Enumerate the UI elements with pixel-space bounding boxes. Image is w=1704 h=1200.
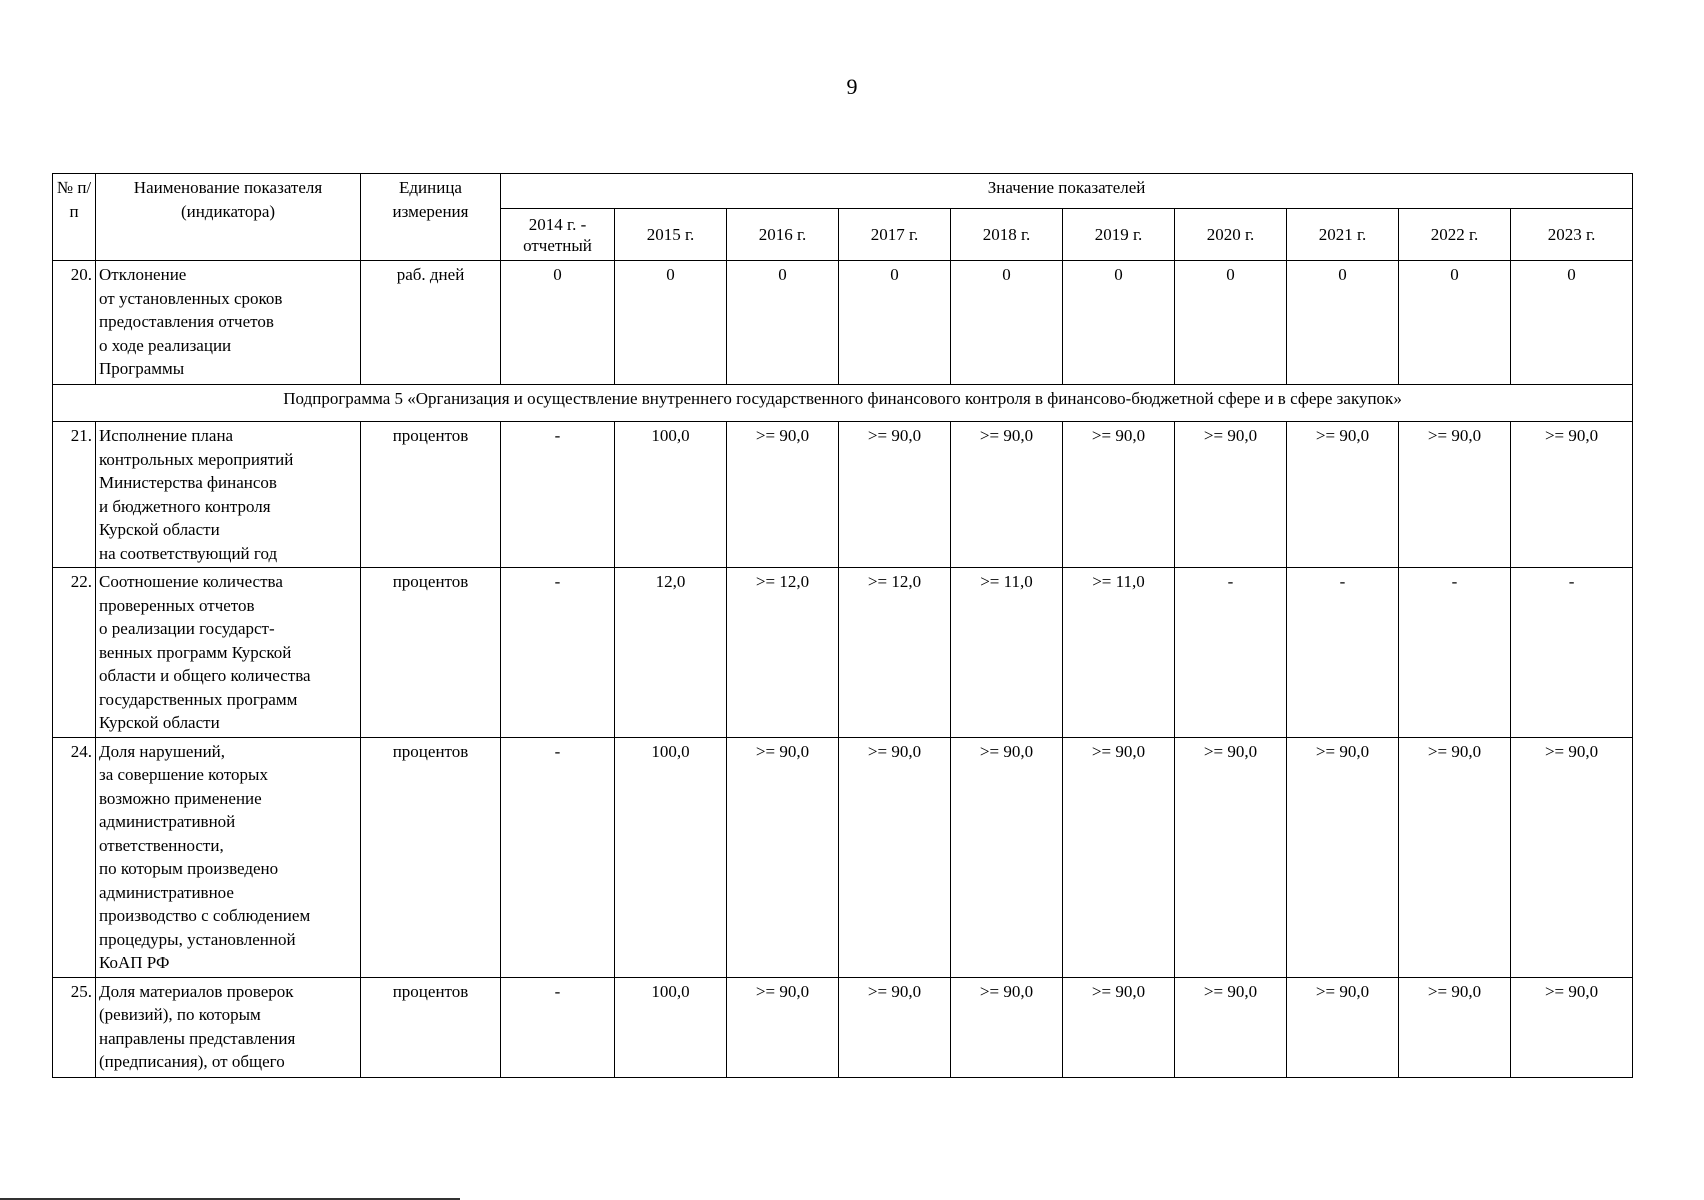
value-cell: >= 90,0 [1063,737,1175,977]
value-cell: 100,0 [615,737,727,977]
header-year: 2015 г. [615,209,727,261]
subprogram-row [53,385,1633,422]
value-cell: >= 90,0 [1511,737,1633,977]
header-num: № п/п [53,174,96,261]
value-cell: 0 [1175,261,1287,385]
unit-cell: процентов [361,568,501,738]
value-cell: >= 90,0 [1287,977,1399,1077]
indicator-name: Доля нарушений, за совершение которых возможно применение административной ответственности, по которым произведено административное производство с соблюдением процедуры, установленной КоАП РФ [96,737,361,977]
value-cell: 0 [1511,261,1633,385]
value-cell: >= 90,0 [839,977,951,1077]
value-cell: 0 [1063,261,1175,385]
indicator-name: Соотношение количества проверенных отчетов о реализации государст- венных программ Курской области и общего количества государственных программ Курской области [96,568,361,738]
value-cell: 0 [1399,261,1511,385]
value-cell: >= 90,0 [1287,422,1399,568]
page-number: 9 [846,74,858,99]
value-cell: 12,0 [615,568,727,738]
header-year: 2019 г. [1063,209,1175,261]
header-year: 2020 г. [1175,209,1287,261]
value-cell: 100,0 [615,422,727,568]
indicator-name: Доля материалов проверок (ревизий), по которым направлены представления (предписания), от общего [96,977,361,1077]
value-cell: >= 90,0 [1175,737,1287,977]
value-cell: 0 [1287,261,1399,385]
value-cell: >= 90,0 [727,422,839,568]
value-cell: >= 90,0 [1063,977,1175,1077]
value-cell: >= 11,0 [951,568,1063,738]
value-cell: 100,0 [615,977,727,1077]
value-cell: >= 90,0 [727,737,839,977]
value-cell: >= 90,0 [1511,422,1633,568]
value-cell: - [501,737,615,977]
value-cell: - [1287,568,1399,738]
table-row [53,737,1633,977]
value-cell: - [1511,568,1633,738]
table-row [53,422,1633,568]
value-cell: >= 90,0 [839,422,951,568]
value-cell: - [501,422,615,568]
unit-cell: процентов [361,737,501,977]
table-row [53,977,1633,1077]
header-name: Наименование показателя (индикатора) [96,174,361,261]
table-row [53,261,1633,385]
row-number: 24. [53,737,96,977]
value-cell: 0 [839,261,951,385]
subprogram-title: Подпрограмма 5 «Организация и осуществление внутреннего государственного финансового контроля в финансово-бюджетной сфере и в сфере закупок» [53,385,1633,422]
indicator-name: Отклонение от установленных сроков предоставления отчетов о ходе реализации Программы [96,261,361,385]
indicators-table [52,173,1633,1078]
unit-cell: процентов [361,422,501,568]
table-row [53,568,1633,738]
header-year: 2022 г. [1399,209,1511,261]
value-cell: >= 90,0 [951,737,1063,977]
unit-cell: процентов [361,977,501,1077]
value-cell: - [501,977,615,1077]
value-cell: >= 90,0 [1399,977,1511,1077]
value-cell: >= 12,0 [839,568,951,738]
value-cell: >= 90,0 [951,977,1063,1077]
value-cell: >= 90,0 [727,977,839,1077]
header-unit: Единица измерения [361,174,501,261]
table-body [53,261,1633,1078]
row-number: 25. [53,977,96,1077]
header-year: 2018 г. [951,209,1063,261]
value-cell: >= 90,0 [1063,422,1175,568]
header-year: 2023 г. [1511,209,1633,261]
value-cell: >= 90,0 [1399,737,1511,977]
header-row-1 [53,174,1633,209]
value-cell: 0 [615,261,727,385]
value-cell: - [1399,568,1511,738]
value-cell: >= 12,0 [727,568,839,738]
indicator-name: Исполнение плана контрольных мероприятий Министерства финансов и бюджетного контроля Курской области на соответствующий год [96,422,361,568]
value-cell: 0 [727,261,839,385]
value-cell: - [1175,568,1287,738]
value-cell: 0 [951,261,1063,385]
value-cell: >= 90,0 [1175,422,1287,568]
row-number: 20. [53,261,96,385]
row-number: 22. [53,568,96,738]
value-cell: >= 90,0 [1175,977,1287,1077]
value-cell: 0 [501,261,615,385]
value-cell: >= 90,0 [1399,422,1511,568]
header-year: 2021 г. [1287,209,1399,261]
value-cell: >= 90,0 [1511,977,1633,1077]
row-number: 21. [53,422,96,568]
header-year: 2014 г. - отчетный [501,209,615,261]
value-cell: >= 90,0 [1287,737,1399,977]
unit-cell: раб. дней [361,261,501,385]
header-values: Значение показателей [501,174,1633,209]
value-cell: >= 90,0 [839,737,951,977]
value-cell: >= 90,0 [951,422,1063,568]
header-year: 2017 г. [839,209,951,261]
value-cell: >= 11,0 [1063,568,1175,738]
value-cell: - [501,568,615,738]
header-year: 2016 г. [727,209,839,261]
